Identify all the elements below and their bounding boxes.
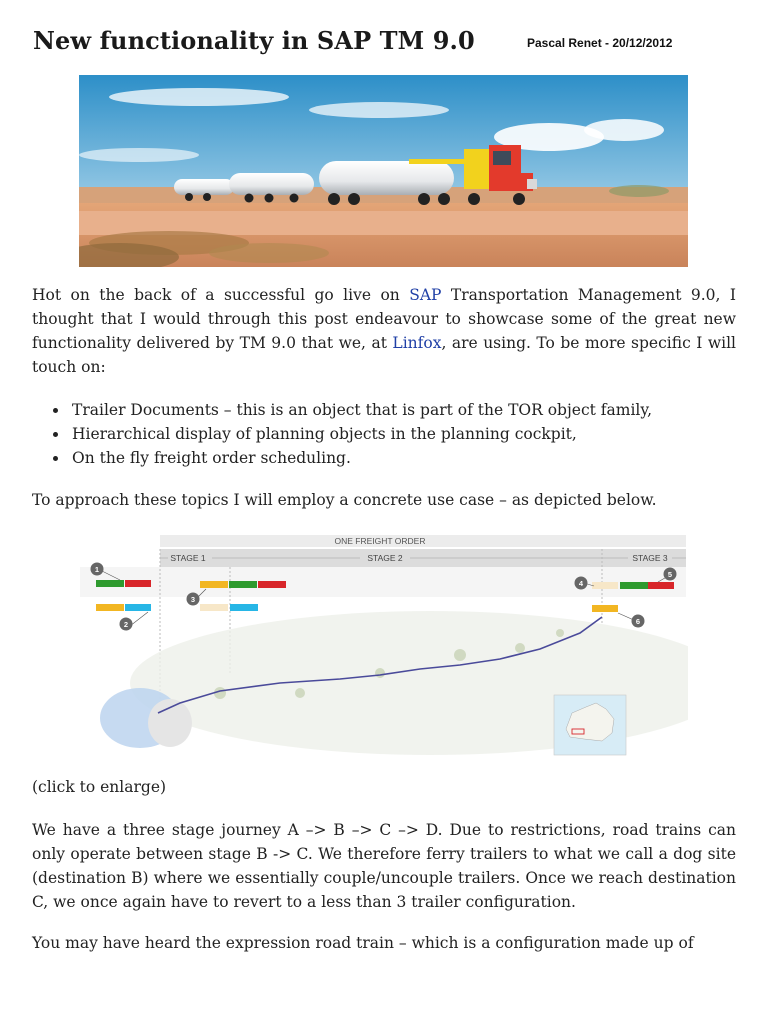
- marker-6: 6: [635, 617, 641, 626]
- bullet-icon: [53, 456, 58, 461]
- intro-text-2: Transportation Management 9.0, I thought that I would through this post endeavour to showcase some of the great new functionality delivered by TM 9.0 that we, at: [32, 286, 737, 352]
- road-train-photo[interactable]: [79, 75, 688, 267]
- enlarge-caption[interactable]: (click to enlarge): [32, 778, 167, 796]
- linfox-link[interactable]: Linfox: [392, 334, 442, 352]
- marker-4: 4: [578, 579, 584, 588]
- freight-order-header: ONE FREIGHT ORDER: [334, 536, 426, 546]
- bullet-icon: [53, 408, 58, 413]
- freight-order-diagram[interactable]: [80, 533, 688, 763]
- topic-list: [32, 398, 736, 470]
- intro-paragraph: [32, 283, 736, 379]
- stage-2-label: STAGE 2: [367, 553, 403, 563]
- road-train-paragraph: You may have heard the expression road train – which is a configuration made up of: [32, 934, 694, 952]
- list-item: Hierarchical display of planning objects in the planning cockpit,: [32, 422, 736, 446]
- marker-3: 3: [190, 595, 196, 604]
- sap-link[interactable]: SAP: [409, 286, 442, 304]
- journey-paragraph: We have a three stage journey A –> B –> C –> D. Due to restrictions, road trains can only operate between stage B -> C. We therefore ferry trailers to what we call a dog site (destination B) where we essentially couple/uncouple trailers. Once we reach destination C, we once again have to revert to a less than 3 trailer configuration.: [32, 821, 736, 911]
- stage-3-label: STAGE 3: [632, 553, 668, 563]
- intro-text-1: Hot on the back of a successful go live on: [32, 286, 410, 304]
- approach-paragraph: To approach these topics I will employ a concrete use case – as depicted below.: [32, 491, 657, 509]
- author-date: Pascal Renet - 20/12/2012: [527, 36, 673, 50]
- list-item: On the fly freight order scheduling.: [32, 446, 736, 470]
- stage-1-label: STAGE 1: [170, 553, 206, 563]
- list-item: Trailer Documents – this is an object that is part of the TOR object family,: [32, 398, 736, 422]
- bullet-icon: [53, 432, 58, 437]
- marker-5: 5: [667, 570, 673, 579]
- intro-text-3: , are using. To be more specific I will touch on:: [32, 334, 736, 376]
- marker-1: 1: [94, 565, 100, 574]
- article-title: New functionality in SAP TM 9.0: [33, 26, 475, 55]
- marker-2: 2: [123, 620, 129, 629]
